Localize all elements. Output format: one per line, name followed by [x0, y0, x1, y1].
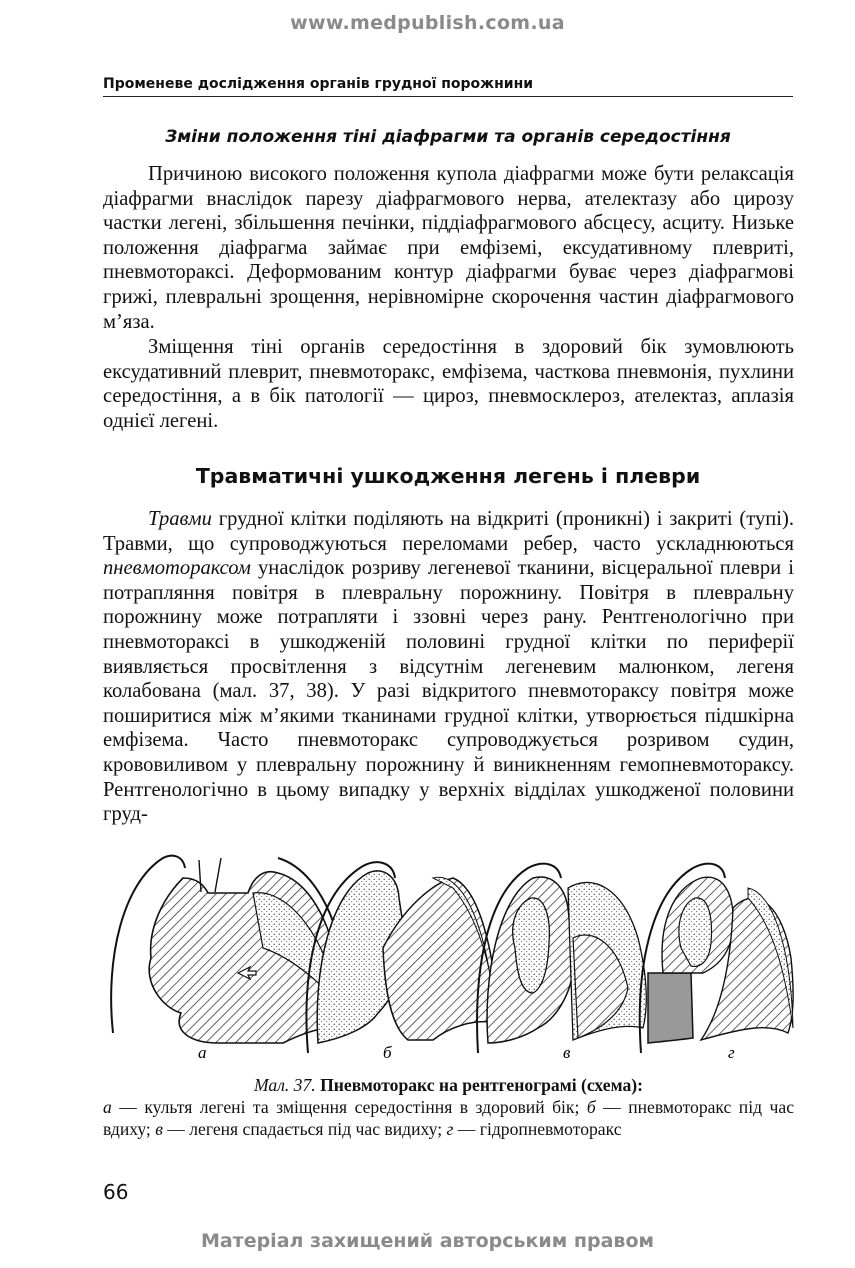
caption-body [103, 1096, 794, 1140]
section-title: Травматичні ушкодження легень і плеври [195, 464, 701, 488]
paragraph-diaphragm: Причиною високого положення купола діафрагми може бути релаксація діафрагми внаслідок парезу діафрагмового нерва, ателектазу або цирозу частки легені, збільшення печінки, піддіафрагмового абсцесу, асциту. Низьке положення діафрагма займає при емфіземі, ексудативному плевриті, пневмотораксі. Деформованим контур діафрагми буває через діафрагмові грижі, плевральні зрощення, нерівномірне скорочення частин діафрагмового м’яза. [103, 163, 794, 333]
caption-text-a: — культя легені та зміщення середостіння в здоровий бік; [111, 1097, 587, 1117]
figure-label-d: г [728, 1043, 735, 1062]
term-trauma: Травми [148, 508, 212, 530]
caption-letter-d: г [446, 1119, 454, 1139]
copyright-watermark: Матеріал захищений авторським правом [200, 1230, 655, 1252]
paragraph-trauma-text1: грудної клітки поділяють на відкриті (проникні) і закриті (тупі). Травми, що супроводжуються переломами ребер, часто ускладнюються [103, 508, 794, 555]
caption-heading [103, 1074, 794, 1096]
caption-text-c: — легеня спадається під час видиху; [162, 1119, 447, 1139]
scheme-d [640, 864, 793, 1053]
caption-title: Пневмоторакс на рентгенограмі (схема): [320, 1075, 643, 1095]
figure-label-a: а [198, 1043, 207, 1062]
scheme-b [306, 862, 498, 1053]
term-pneumothorax: пневмотораксом [103, 557, 251, 580]
caption-letter-c: в [155, 1119, 163, 1139]
figure-pneumothorax-schemes [103, 848, 794, 1070]
caption-text-b: — пневмоторакс під час вдиху; [103, 1097, 794, 1139]
running-head: Променеве дослідження органів грудної порожнини [103, 76, 793, 97]
caption-text-d: — гідропневмоторакс [453, 1119, 622, 1139]
scheme-c [477, 864, 646, 1053]
figure-drawing [103, 848, 794, 1070]
figure-label-b: б [383, 1043, 392, 1062]
paragraph-mediastinum: Зміщення тіні органів середостіння в здоровий бік зумовлюють ексудативний плеврит, пневмоторакс, емфізема, часткова пневмонія, пухлини середостіння, а в бік патології — цироз, пневмосклероз, ателектаз, аплазія однієї легені. [103, 336, 794, 432]
caption-letter-a: а [103, 1097, 112, 1117]
paragraph-trauma [103, 507, 794, 827]
figure-caption [103, 1074, 794, 1140]
site-url[interactable]: www.medpublish.com.ua [290, 12, 565, 34]
caption-ref: Мал. 37. [254, 1075, 316, 1095]
paragraph-trauma-text2: унаслідок розриву легеневої тканини, вісцеральної плеври і потрапляння повітря в плевральну порожнину. Повітря в плевральну порожнину може потрапляти і ззовні через рану. Рентгенологічно при пневмотораксі в ушкодженій половині грудної клітки по периферії виявляється просвітлення з відсутнім легеневим малюнком, легеня колабована (мал. 37, 38). У разі відкритого пневмотораксу повітря може поширитися між м’якими тканинами грудної клітки, утворюється підшкірна емфізема. Часто пневмоторакс супроводжується розривом судин, крововиливом у плевральну порожнину й виникненням гемопневмотораксу. Рентгенологічно в цьому випадку у верхніх відділах ушкодженої половини груд- [103, 557, 794, 826]
figure-label-c: в [563, 1043, 571, 1062]
subsection-title: Зміни положення тіні діафрагми та органів середостіння [165, 127, 731, 147]
caption-letter-b: б [586, 1097, 596, 1117]
page-number: 66 [103, 1180, 129, 1204]
